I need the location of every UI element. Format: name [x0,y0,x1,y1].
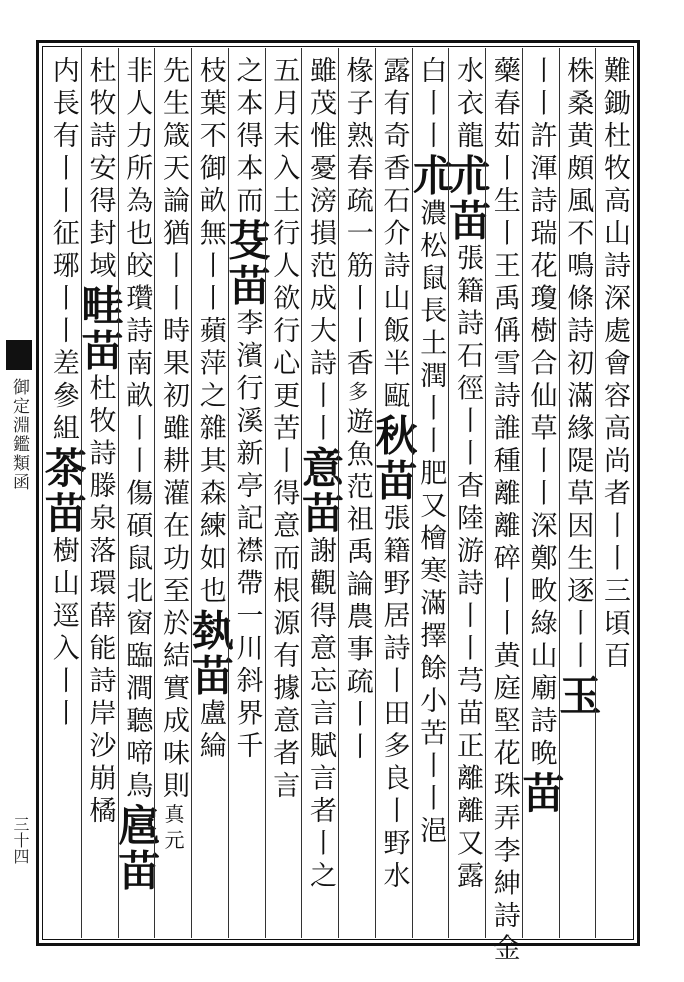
text-run: 多 [344,381,369,407]
text-run: 丨得意而根源有據意者言 [268,446,300,804]
fold-margin [0,40,36,946]
text-run: 薛能詩岸沙崩橘 [84,601,116,829]
text-run: 藥春茹丨生丨王禹偁雪詩誰種離離碎丨丨黄庭堅 [488,56,520,739]
text-run: 琊丨丨差參組 [47,251,79,446]
entry-heading: 玉 [553,673,603,719]
entry-heading: 秋苗 [369,413,419,504]
entry-heading: 苗 [516,771,566,816]
text-run: 雖茂惟憂滂損范成大詩丨丨 [305,56,336,446]
text-column [38,48,88,938]
text-run: 盧綸 [194,698,226,764]
text-run: 畝無丨丨蘋萍之雜其森練如也 [194,186,226,609]
text-run: 張籍詩石徑丨丨杳陸游詩丨丨芎苗正離離又露 [452,243,483,894]
text-run: 難鋤杜牧高山詩深處會容高尚者丨丨三頃百 [599,56,630,674]
text-run: 枝葉不御 [194,56,226,186]
text-column [516,48,566,938]
text-run: 非人力所為也皎瓚詩南畝丨丨傷碩鼠北窗臨澗聽啼鳥 [121,56,153,804]
text-run: 株桑黄頗風不鳴條詩初滿緣隄草因生逐丨丨 [562,56,594,674]
text-column [185,48,235,938]
text-run: 遊魚范祖禹論農事疏丨丨 [341,407,373,765]
text-run: 先生箴天論猶丨丨時果初雖耕灌在功至於結實成味則 [158,56,189,804]
text-column [595,48,632,938]
text-column [154,48,191,938]
text-run: 白丨丨 [415,56,447,154]
text-run: 花珠弄李紳詩金 [488,738,520,966]
entry-heading: 茶苗 [38,446,88,536]
text-run: 内長有丨丨征 [47,56,79,251]
entry-heading: 畦苗 [75,283,125,374]
text-column [553,48,603,938]
text-column [296,48,345,938]
entry-heading: 埶苗 [185,608,235,699]
text-run: 杜牧詩安得封域 [84,56,116,284]
text-run: 李濱行溪新亭記襟帶一川斜界千 [231,308,263,764]
entry-heading: 朮苗 [443,153,492,244]
text-run: 濃松鼠長土潤丨丨肥又檜寒滿擇餘小苦丨丨浥 [415,198,447,849]
entry-heading: 朮 [406,153,456,199]
text-run: 五月末入土行人欲行心更苦 [268,56,300,446]
text-run: 真元 [161,803,185,856]
entry-heading: 扈苗 [112,803,162,894]
text-run: 水衣龍 [452,56,483,154]
book-title: 御定淵鑑類函 [9,378,29,492]
text-column [112,48,162,938]
text-run: 謝觀得意忘言賦言者丨之 [305,536,336,894]
entry-heading: 意苗 [296,446,345,536]
fishtail-mark [6,340,32,370]
entry-heading: 芟苗 [222,218,272,309]
text-run: 椽子熟春疏一筋丨丨香 [341,56,373,381]
text-run: 之本得本而 [231,56,263,219]
text-run: 露有奇香石介詩山飯半甌 [378,56,410,414]
text-run: 樹山逕入丨丨 [47,536,79,731]
bleed-through-text [4,90,32,330]
page-number: 三十四 [11,816,30,864]
text-run: 杜牧詩滕泉落環 [84,373,116,601]
text-run: 丨丨許渾詩瑞花瓊樹合仙草丨丨深鄭畋綠山廟詩晩 [525,56,557,771]
text-run: 張籍野居詩丨田多良丨野水 [378,503,410,894]
text-column [443,48,492,938]
text-column [222,48,272,938]
text-columns [38,48,632,966]
